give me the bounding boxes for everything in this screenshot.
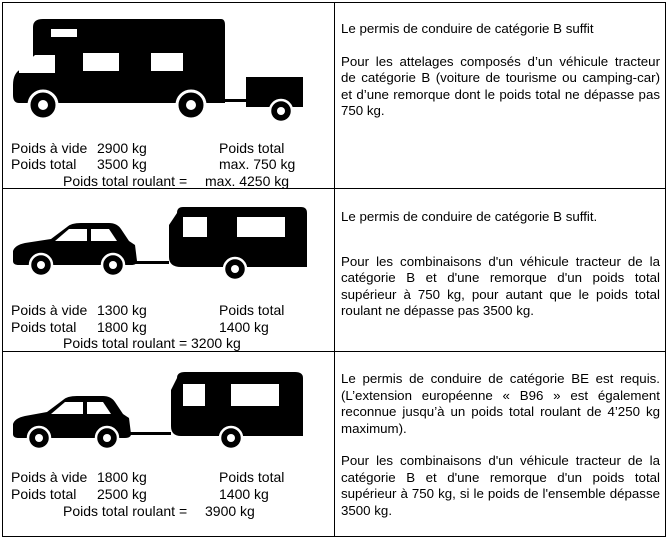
table-row	[3, 3, 665, 188]
description-cell	[335, 189, 665, 351]
empty-weight-value: 1300 kg	[97, 302, 147, 318]
trailer-weight-label: Poids total	[219, 469, 285, 485]
trailer-weight-value: max. 750 kg	[219, 156, 296, 172]
table-row	[3, 351, 665, 536]
license-requirement: Le permis de conduire de catégorie B suffit.	[341, 209, 598, 224]
table-row	[3, 188, 665, 351]
total-weight-label: Poids total	[11, 156, 77, 172]
car-with-large-caravan-icon	[11, 370, 311, 452]
description-cell	[335, 3, 665, 188]
trailer-weight-value: 1400 kg	[219, 486, 269, 502]
trailer-weight-value: 1400 kg	[219, 319, 269, 335]
empty-weight-value: 1800 kg	[97, 469, 147, 485]
description-cell	[335, 352, 665, 536]
car-with-caravan-icon	[11, 205, 311, 285]
rolling-weight-value: 3900 kg	[205, 503, 255, 519]
empty-weight-label: Poids à vide	[11, 469, 88, 485]
license-requirement: Le permis de conduire de catégorie B suffit	[341, 21, 594, 36]
rolling-weight-label: Poids total roulant =	[63, 503, 188, 519]
vehicle-cell	[3, 189, 335, 351]
total-weight-value: 3500 kg	[97, 156, 147, 172]
total-weight-value: 2500 kg	[97, 486, 147, 502]
license-table	[2, 2, 666, 537]
rolling-weight-label: Poids total roulant = 3200 kg	[63, 335, 241, 351]
vehicle-cell	[3, 3, 335, 188]
license-description: Pour les attelages composés d’un véhicule tracteur de catégorie B (voiture de tourisme ou camping-car) et d’une remorque dont le poids total ne dépasse pas 750 kg.	[341, 53, 660, 118]
total-weight-value: 1800 kg	[97, 319, 147, 335]
license-description: Pour les combinaisons d'un véhicule tracteur de la catégorie B et d'une remorque d'un poids total supérieur à 750 kg, si le poids de l'ensemble dépasse 3500 kg.	[341, 453, 660, 518]
empty-weight-label: Poids à vide	[11, 302, 88, 318]
vehicle-cell	[3, 352, 335, 536]
empty-weight-value: 2900 kg	[97, 140, 147, 156]
rolling-weight-label: Poids total roulant =	[63, 173, 188, 189]
empty-weight-label: Poids à vide	[11, 140, 88, 156]
motorhome-with-trailer-icon	[11, 15, 311, 123]
license-description: Pour les combinaisons d'un véhicule tracteur de la catégorie B et d'une remorque d'un poids total supérieur à 750 kg, pour autant que le poids total roulant ne dépasse pas 3500 kg.	[341, 253, 660, 318]
total-weight-label: Poids total	[11, 486, 77, 502]
total-weight-label: Poids total	[11, 319, 77, 335]
rolling-weight-value: max. 4250 kg	[205, 173, 290, 189]
trailer-weight-label: Poids total	[219, 302, 285, 318]
license-requirement: Le permis de conduire de catégorie BE est requis. (L’extension européenne « B96 » est également reconnue jusqu’à un poids total roulant de 4’250 kg maximum).	[341, 371, 660, 436]
trailer-weight-label: Poids total	[219, 140, 285, 156]
